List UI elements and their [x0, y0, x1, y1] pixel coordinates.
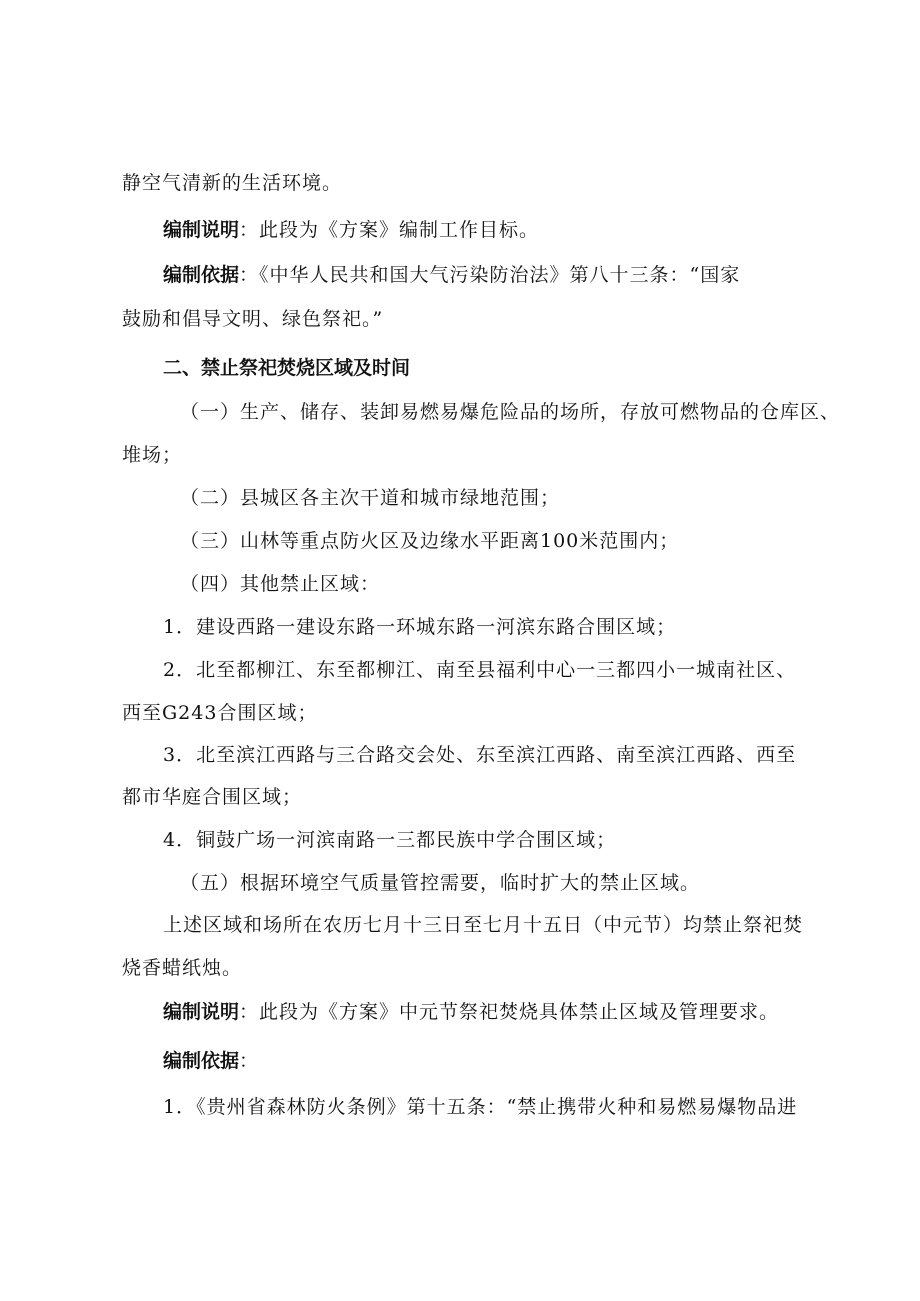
list-item: （二）县城区各主次干道和城市绿地范围； [180, 487, 561, 509]
note-text: ：此段为《方案》中元节祭祀焚烧具体禁止区域及管理要求。 [239, 1001, 780, 1023]
sub-list-item-continuation: 都市华庭合围区域； [122, 786, 303, 808]
sub-list-item-continuation: 西至G243合围区域； [122, 702, 318, 724]
sub-list-item: 4．铜鼓广场一河滨南路一三都民族中学合围区域； [163, 829, 617, 851]
sub-list-item: 1．建设西路一建设东路一环城东路一河滨东路合围区域； [163, 616, 677, 638]
list-item: （五）根据环境空气质量管控需要，临时扩大的禁止区域。 [180, 872, 701, 894]
sub-list-item: 2．北至都柳江、东至都柳江、南至县福利中心一三都四小一城南社区、 [163, 659, 797, 681]
note-label: 编制说明 [163, 1001, 240, 1023]
basis-continuation: 鼓励和倡导文明、绿色祭祀。” [122, 308, 384, 330]
note-label: 编制说明 [163, 219, 240, 241]
list-item-continuation: 堆场； [122, 444, 183, 466]
basis-label: 编制依据 [163, 264, 240, 286]
summary-continuation: 烧香蜡纸烛。 [122, 957, 243, 979]
sub-list-item: 3．北至滨江西路与三合路交会处、东至滨江西路、南至滨江西路、西至 [163, 744, 797, 766]
basis-text: ： [239, 1050, 260, 1072]
compilation-note [163, 1000, 779, 1024]
compilation-basis [163, 263, 740, 287]
compilation-basis [163, 1049, 259, 1073]
list-item: （四）其他禁止区域： [180, 573, 381, 595]
basis-list-item: 1．《贵州省森林防火条例》第十五条：“禁止携带火种和易燃易爆物品进 [163, 1096, 798, 1118]
basis-label: 编制依据 [163, 1050, 240, 1072]
section-heading: 二、禁止祭祀焚烧区域及时间 [163, 357, 411, 379]
basis-text: ：《中华人民共和国大气污染防治法》第八十三条：“国家 [239, 264, 741, 286]
list-item: （一）生产、储存、装卸易燃易爆危险品的场所，存放可燃物品的仓库区、 [180, 401, 841, 423]
compilation-note [163, 218, 539, 242]
list-item: （三）山林等重点防火区及边缘水平距离100米范围内； [180, 530, 680, 552]
note-text: ：此段为《方案》编制工作目标。 [239, 219, 540, 241]
paragraph-continuation: 静空气清新的生活环境。 [122, 172, 343, 194]
summary-paragraph: 上述区域和场所在农历七月十三日至七月十五日（中元节）均禁止祭祀焚 [163, 914, 804, 936]
